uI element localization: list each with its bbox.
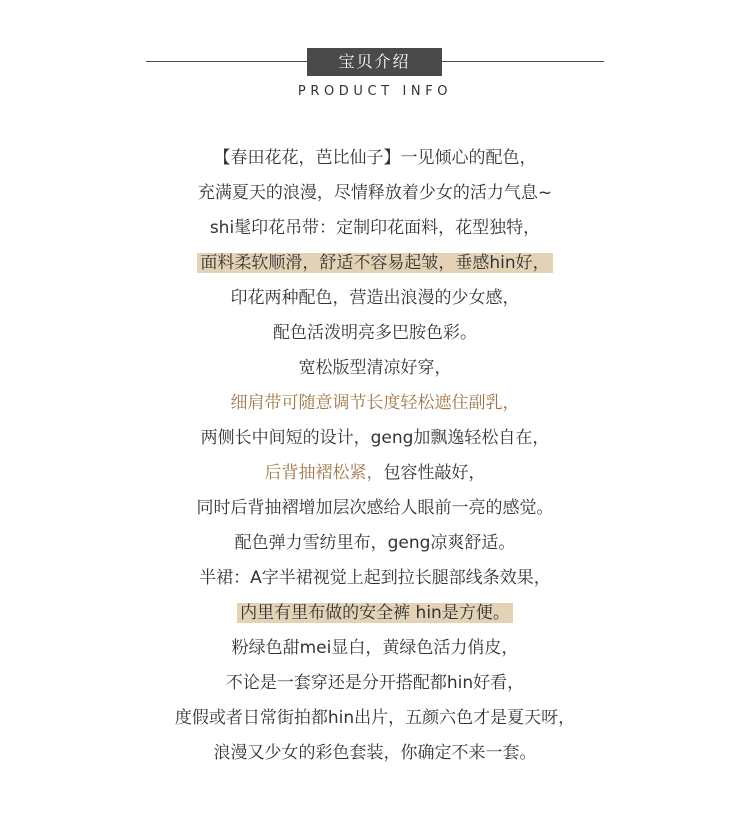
description-line: 不论是一套穿还是分开搭配都hin好看， xyxy=(225,673,525,693)
description-line: 浪漫又少女的彩色套装，你确定不来一套。 xyxy=(213,743,537,763)
accent-text: 后背抽褶松紧， xyxy=(264,463,384,483)
header-line-right xyxy=(442,61,604,62)
description-line: 充满夏天的浪漫，尽情释放着少女的活力气息~ xyxy=(197,183,553,203)
description-line: 半裙：A字半裙视觉上起到拉长腿部线条效果， xyxy=(199,568,551,588)
description-line: 度假或者日常街拍都hin出片，五颜六色才是夏天呀， xyxy=(174,708,576,728)
description-line-accent xyxy=(0,389,750,424)
description-line-mixed xyxy=(0,459,750,494)
highlight-text: 内里有里布做的安全裤 hin是方便。 xyxy=(237,603,513,623)
plain-text: 包容性敲好， xyxy=(383,463,486,483)
section-title: 宝贝介绍 xyxy=(307,48,442,76)
product-description xyxy=(0,144,750,774)
description-line: 粉绿色甜mei显白，黄绿色活力俏皮， xyxy=(231,638,519,658)
description-line: 【春田花花，芭比仙子】一见倾心的配色， xyxy=(213,148,537,168)
description-line: 两侧长中间短的设计，geng加飘逸轻松自在， xyxy=(200,428,550,448)
accent-text: 细肩带可随意调节长度轻松遮住副乳， xyxy=(230,393,520,413)
description-line: 配色弹力雪纺里布，geng凉爽舒适。 xyxy=(234,533,516,553)
description-line-highlighted xyxy=(0,599,750,634)
description-line: 配色活泼明亮多巴胺色彩。 xyxy=(273,323,477,343)
header-line-left xyxy=(146,61,308,62)
description-line: 宽松版型清凉好穿， xyxy=(298,358,452,378)
description-line: 印花两种配色，营造出浪漫的少女感， xyxy=(230,288,520,308)
description-line: shi髦印花吊带：定制印花面料，花型独特， xyxy=(209,218,541,238)
description-line: 同时后背抽褶增加层次感给人眼前一亮的感觉。 xyxy=(196,498,554,518)
highlight-text: 面料柔软顺滑，舒适不容易起皱，垂感hin好， xyxy=(197,253,552,273)
section-subtitle: PRODUCT INFO xyxy=(297,84,453,99)
description-line-highlighted xyxy=(0,249,750,284)
